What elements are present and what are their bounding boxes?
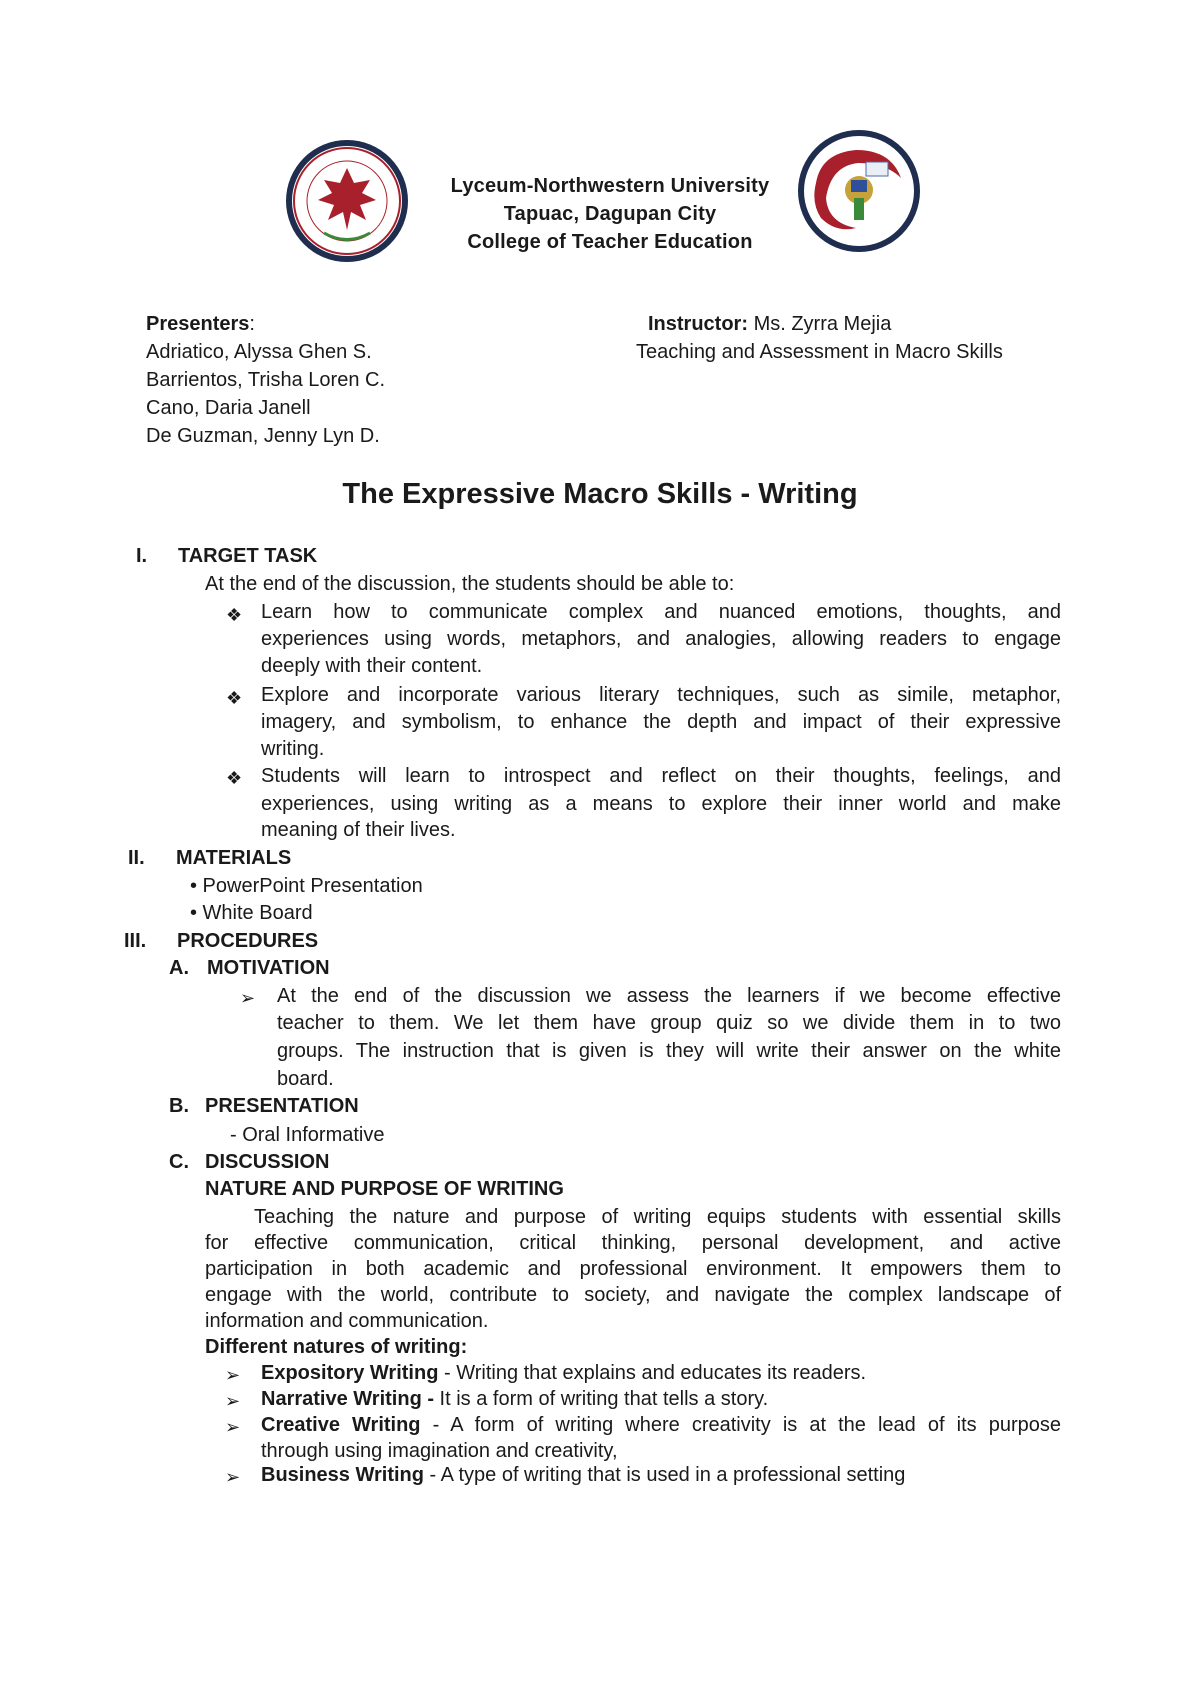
subsection-letter: B. (169, 1095, 189, 1117)
section-heading-procedures: PROCEDURES (177, 930, 319, 952)
material-item: • White Board (190, 902, 313, 924)
presenter-name: Barrientos, Trisha Loren C. (146, 369, 385, 391)
diamond-bullet-icon: ❖ (226, 605, 243, 625)
institution-header (380, 172, 840, 256)
bullet-line: experiences using words, metaphors, and analogies, allowing readers to engage (261, 628, 1061, 650)
target-task-intro: At the end of the discussion, the students should be able to: (205, 573, 735, 595)
bullet-line: Students will learn to introspect and reflect on their thoughts, feelings, and (261, 765, 1061, 787)
subsection-heading-discussion: DISCUSSION (205, 1151, 330, 1173)
natures-heading: Different natures of writing: (205, 1336, 468, 1358)
college-name: College of Teacher Education (467, 231, 753, 253)
instructor-block (636, 310, 1003, 366)
subsection-letter: C. (169, 1151, 189, 1173)
presenter-name: De Guzman, Jenny Lyn D. (146, 425, 380, 447)
subsection-heading-motivation: MOTIVATION (207, 957, 330, 979)
subsection-heading-presentation: PRESENTATION (205, 1095, 359, 1117)
section-heading-materials: MATERIALS (176, 847, 292, 869)
arrow-bullet-icon: ➢ (225, 1391, 241, 1411)
motivation-line: groups. The instruction that is given is they will write their answer on the white (277, 1040, 1061, 1062)
material-item: • PowerPoint Presentation (190, 875, 423, 897)
arrow-bullet-icon: ➢ (225, 1417, 241, 1437)
university-name: Lyceum-Northwestern University (450, 175, 770, 197)
instructor-label: Instructor: (648, 313, 748, 335)
nature-item: Narrative Writing - It is a form of writing that tells a story. (261, 1388, 769, 1410)
bullet-line: Learn how to communicate complex and nuanced emotions, thoughts, and (261, 601, 1061, 623)
section-numeral: II. (128, 847, 145, 869)
bullet-line: writing. (261, 738, 325, 760)
presentation-text: - Oral Informative (230, 1124, 385, 1146)
bullet-line: experiences, using writing as a means to explore their inner world and make (261, 793, 1061, 815)
university-location: Tapuac, Dagupan City (503, 203, 717, 225)
nature-item: Creative Writing - A form of writing where creativity is at the lead of its purpose (261, 1414, 1061, 1436)
nature-item: Expository Writing - Writing that explains and educates its readers. (261, 1362, 867, 1384)
presenters-block: Presenters: Adriatico, Alyssa Ghen S. Barrientos, Trisha Loren C. Cano, Daria Janell De Guzman, Jenny Lyn D. (146, 310, 385, 450)
presenter-name: Cano, Daria Janell (146, 397, 311, 419)
page-title: The Expressive Macro Skills - Writing (342, 478, 858, 510)
paragraph-line: participation in both academic and professional environment. It empowers them to (205, 1258, 1061, 1280)
nature-item-continued: through using imagination and creativity, (261, 1440, 618, 1462)
paragraph-line: engage with the world, contribute to society, and navigate the complex landscape of (205, 1284, 1061, 1306)
diamond-bullet-icon: ❖ (226, 688, 243, 708)
course-name: Teaching and Assessment in Macro Skills (636, 341, 1003, 363)
bullet-line: deeply with their content. (261, 655, 483, 677)
motivation-line: teacher to them. We let them have group quiz so we divide them in to two (277, 1012, 1061, 1034)
bullet-line: imagery, and symbolism, to enhance the depth and impact of their expressive (261, 711, 1061, 733)
section-numeral: III. (124, 930, 147, 952)
subsection-letter: A. (169, 957, 189, 979)
motivation-line: At the end of the discussion we assess the learners if we become effective (277, 985, 1061, 1007)
diamond-bullet-icon: ❖ (226, 768, 243, 788)
instructor-name: Ms. Zyrra Mejia (753, 313, 892, 335)
section-heading-target-task: TARGET TASK (178, 545, 318, 567)
paragraph-line: Teaching the nature and purpose of writing equips students with essential skills (254, 1206, 1061, 1228)
presenters-label: Presenters (146, 313, 250, 335)
arrow-bullet-icon: ➢ (225, 1365, 241, 1385)
bullet-line: meaning of their lives. (261, 819, 456, 841)
section-numeral: I. (136, 545, 148, 567)
nature-item: Business Writing - A type of writing that is used in a professional setting (261, 1464, 906, 1486)
motivation-line: board. (277, 1068, 334, 1090)
presenter-name: Adriatico, Alyssa Ghen S. (146, 341, 372, 363)
arrow-bullet-icon: ➢ (240, 988, 256, 1008)
paragraph-line: information and communication. (205, 1310, 489, 1332)
paragraph-line: for effective communication, critical thinking, personal development, and active (205, 1232, 1061, 1254)
discussion-subheading: NATURE AND PURPOSE OF WRITING (205, 1178, 564, 1200)
bullet-line: Explore and incorporate various literary techniques, such as simile, metaphor, (261, 684, 1061, 706)
arrow-bullet-icon: ➢ (225, 1467, 241, 1487)
